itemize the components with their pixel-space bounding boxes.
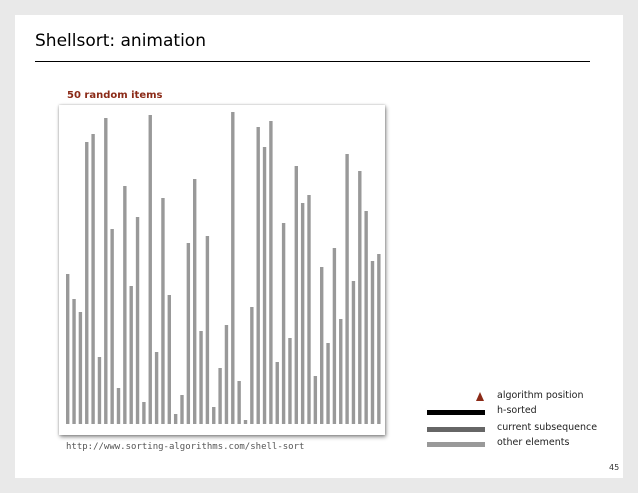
bar-14 [149,115,152,424]
source-url[interactable]: http://www.sorting-algorithms.com/shell-sort [66,442,305,452]
bar-6 [98,357,101,424]
bar-12 [136,217,139,424]
bar-26 [225,325,228,424]
bar-41 [320,267,323,424]
bar-22 [199,331,202,424]
bar-10 [123,186,126,424]
bar-4 [85,142,88,424]
bar-21 [193,179,196,424]
bar-39 [307,195,310,424]
bar-37 [295,166,298,424]
current-subsequence-swatch [427,427,485,432]
bar-45 [345,154,348,424]
bar-50 [377,254,380,424]
bar-chart [59,105,385,435]
bar-48 [364,211,367,424]
bar-40 [314,376,317,424]
bar-33 [269,121,272,424]
bar-44 [339,319,342,424]
bar-35 [282,223,285,424]
bar-13 [142,402,145,424]
bar-24 [212,407,215,424]
bar-28 [237,381,240,424]
subtitle: 50 random items [67,90,163,101]
legend-label-h-sorted: h-sorted [497,405,537,416]
bar-23 [206,236,209,424]
bar-47 [358,171,361,424]
page-number: 45 [609,463,620,472]
bar-25 [218,368,221,424]
bar-30 [250,307,253,424]
bar-2 [72,299,75,424]
bar-3 [79,312,82,424]
bar-29 [244,420,247,424]
bar-27 [231,112,234,424]
bar-18 [174,414,177,424]
bar-5 [91,134,94,424]
bar-11 [130,286,133,424]
bar-19 [180,395,183,424]
bar-1 [66,274,69,424]
bar-46 [352,281,355,424]
bar-31 [257,127,260,424]
bar-15 [155,352,158,424]
triangle-marker-icon [476,392,484,401]
bar-20 [187,243,190,424]
bar-34 [276,362,279,424]
bar-9 [117,388,120,424]
slide-title: Shellsort: animation [35,31,206,51]
bar-8 [110,229,113,424]
bar-38 [301,203,304,424]
bar-32 [263,147,266,424]
bar-42 [326,343,329,424]
bar-16 [161,198,164,424]
bar-7 [104,118,107,424]
bar-43 [333,248,336,424]
legend-label-algorithm-position: algorithm position [497,390,584,401]
animation-panel [59,105,385,435]
h-sorted-swatch [427,410,485,415]
title-divider [35,61,590,62]
legend-label-current-subsequence: current subsequence [497,422,598,433]
bar-17 [168,295,171,424]
other-elements-swatch [427,442,485,447]
bar-36 [288,338,291,424]
legend-label-other-elements: other elements [497,437,570,448]
bar-49 [371,261,374,424]
